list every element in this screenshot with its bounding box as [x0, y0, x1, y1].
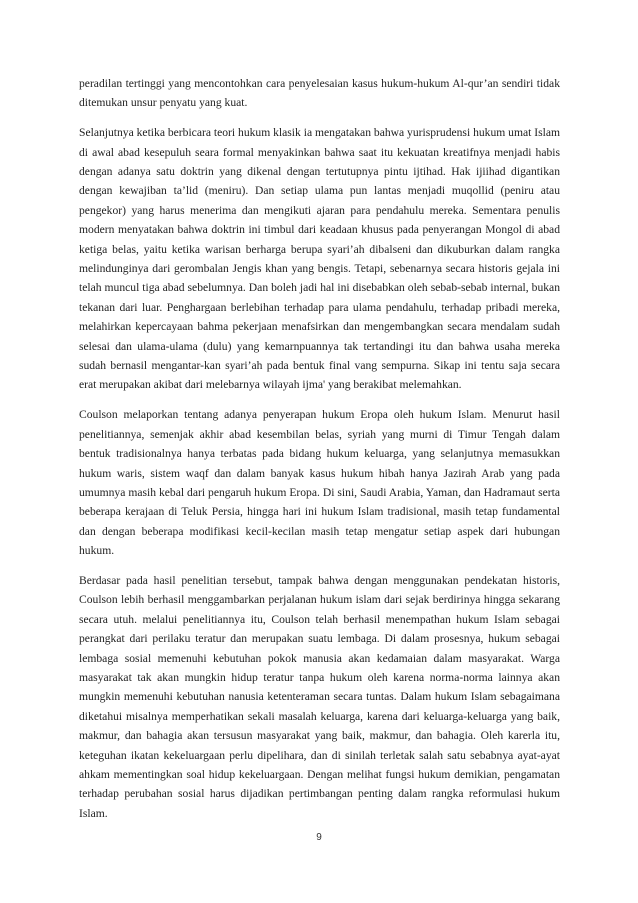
paragraph-4: Berdasar pada hasil penelitian tersebut, tampak bahwa dengan menggunakan pendekatan historis, Coulson lebih berhasil menggambarkan perjalanan hukum islam dari sejak berdirinya hingga sekarang secara utuh. melalui penelitiannya itu, Coulson telah berhasil menempathan hukum Islam sebagai perangkat dari perilaku teratur dan merupakan suatu lembaga. Di dalam prosesnya, hukum sebagai lembaga sosial memenuhi kebutuhan pokok manusia akan kedamaian dalam masyarakat. Warga masyarakat tak akan mungkin hidup teratur tanpa hukum oleh karena norma-norma lainnya akan mungkin memenuhi kebutuhan nanusia ketenteraman secara tuntas. Dalam hukum Islam sebagaimana diketahui misalnya memperhatikan sekali masalah keluarga, karena dari keluarga-keluarga yang baik, makmur, dan bahagia akan tersusun masyarakat yang baik, makmur, dan bahagia. Oleh karerla itu, keteguhan ikatan kekeluargaan perlu dipelihara, dan di sinilah terletak salah satu sebabnya ayat-ayat ahkam mementingkan soal hidup kekeluargaan. Dengan melihat fungsi hukum demikian, pengamatan terhadap perubahan sosial harus dijadikan pertimbangan penting dalam rangka reformulasi hukum Islam.: [79, 573, 560, 820]
paragraph-2: Selanjutnya ketika berbicara teori hukum klasik ia mengatakan bahwa yurisprudensi hukum umat Islam di awal abad kesepuluh seara formal menyakinkan bahwa saat itu kekuatan kreatifnya menjadi habis dengan adanya satu doktrin yang dikenal dengan tertutupnya pintu ijtihad. Hak ijiihad digantikan dengan kewajiban ta’lid (meniru). Dan setiap ulama pun lantas menjadi muqollid (peniru atau pengekor) yang harus menerima dan mengikuti ajaran para pendahulu mereka. Sementara penulis modern menyatakan bahwa doktrin ini timbul dari keadaan khusus pada penyerangan Mongol di abad ketiga belas, yaitu ketika warisan berharga berupa syari’ah dibalseni dan dikuburkan dalam rangka melindunginya dari gerombalan Jengis khan yang bengis. Tetapi, sebenarnya secara historis gejala ini telah muncul tiga abad sebelumnya. Dan boleh jadi hal ini disebabkan oleh sebab-sebab internal, bukan tekanan dari luar. Penghargaan berlebihan terhadap para ulama pendahulu, terhadap pribadi mereka, melahirkan kepercayaan bahma pekerjaan menafsirkan dan mengembangkan secara mendalam sudah selesai dan ulama-ulama (dulu) yang kemarnpuannya tak tertandingi itu dan bahwa usaha mereka sudah bernasil mengantar-kan syari’ah pada bentuk final vang sempurna. Sikap ini tentu saja secara erat merupakan akibat dari melebarnya wilayah ijma' yang berakibat melemahkan.: [79, 126, 561, 392]
paragraph-3: Coulson melaporkan tentang adanya penyerapan hukum Eropa oleh hukum Islam. Menurut hasil penelitiannya, semenjak akhir abad kesembilan belas, syriah yang murni di Timur Tengah dalam bentuk tradisionalnya hanya terbatas pada bidang hukum keluarga, yang selanjutnya memasukkan hukum waris, sistem waqf dan dalam banyak kasus hukum hibah hanya Jazirah Arab yang pada umumnya masih kebal dari pengaruh hukum Eropa. Di sini, Saudi Arabia, Yaman, dan Hadramaut serta beberapa kerajaan di Teluk Persia, hingga hari ini hukum Islam tradisional, masih tetap fundamental dan dengan beberapa modifikasi kecil-kecilan masih tetap mengatur setiap aspek dari hubungan hukum.: [79, 408, 560, 558]
page-number: 9: [316, 832, 322, 843]
paragraph-1: peradilan tertinggi yang mencontohkan cara penyelesaian kasus hukum-hukum Al-qur’an sendiri tidak ditemukan unsur penyatu yang kuat.: [79, 77, 560, 110]
body-text: [79, 74, 560, 834]
